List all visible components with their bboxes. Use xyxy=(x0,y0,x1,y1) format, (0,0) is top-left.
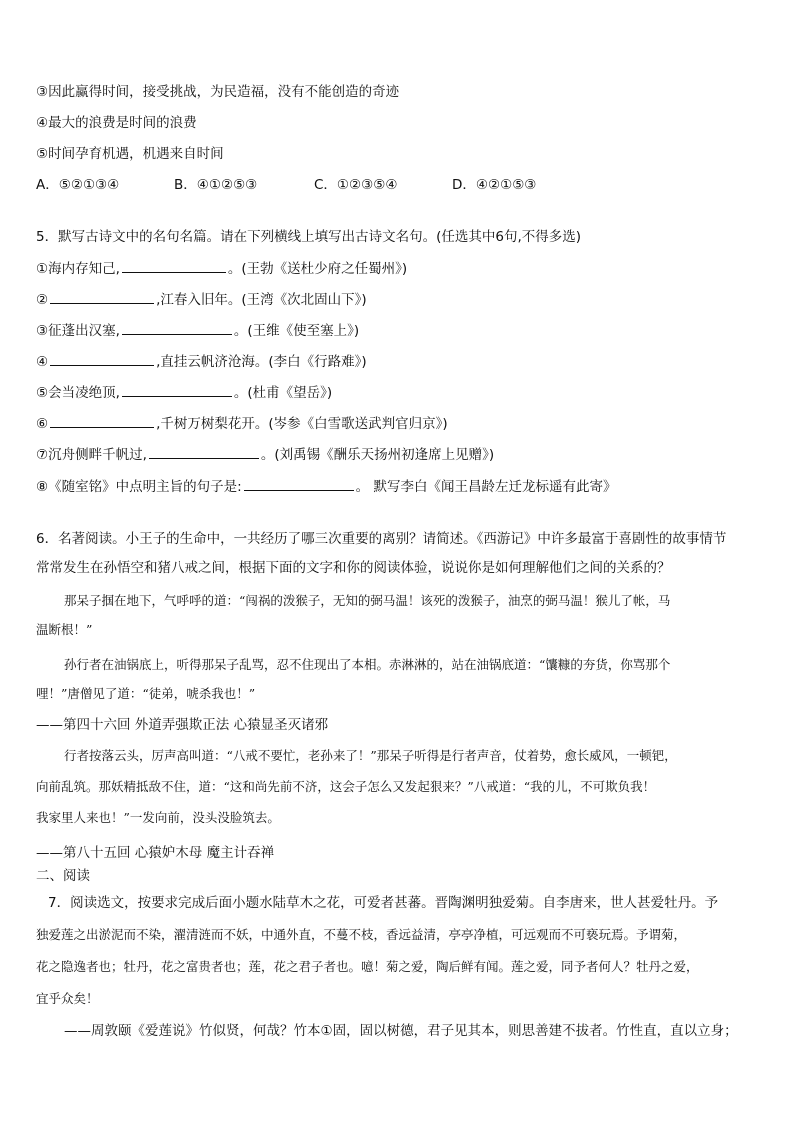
q5-line-2: ② ,江春入旧年。(王湾《次北固山下》) xyxy=(36,289,367,310)
q5-line-8: ⑧《随室铭》中点明主旨的句子是: 。 默写李白《闻王昌龄左迁龙标遥有此寄》 xyxy=(36,476,616,497)
q5-line-3: ③征蓬出汉塞, 。(王维《使至塞上》) xyxy=(36,320,359,341)
q7-line-1: 7．阅读选文，按要求完成后面小题水陆草木之花，可爱者甚蕃。晋陶渊明独爱菊。自李唐来，世人甚爱牡丹。予 xyxy=(48,895,719,911)
q7-line-5: ——周敦颐《爱莲说》竹似贤，何哉？竹本①固，固以树德，君子见其本，则思善建不拔者。竹性直，直以立身； xyxy=(64,1023,738,1039)
option-c: C．①②③⑤④ xyxy=(314,177,398,193)
q7-line-2: 独爱莲之出淤泥而不染，濯清涟而不妖，中通外直，不蔓不枝，香远益清，亭亭净植，可远观而不可亵玩焉。予谓菊， xyxy=(36,927,687,942)
answer-blank[interactable] xyxy=(149,444,259,459)
answer-blank[interactable] xyxy=(50,289,154,304)
q4-item-3: ③因此赢得时间，接受挑战，为民造福，没有不能创造的奇迹 xyxy=(36,84,400,100)
answer-blank[interactable] xyxy=(50,413,154,428)
q5-title: 5．默写古诗文中的名句名篇。请在下列横线上填写出古诗文名句。(任选其中6句,不得多选) xyxy=(36,229,582,245)
answer-blank[interactable] xyxy=(122,382,232,397)
answer-blank[interactable] xyxy=(244,476,354,491)
section-heading: 二、阅读 xyxy=(36,868,90,884)
q6-citation-1: ——第四十六回 外道弄强欺正法 心猿显圣灭诸邪 xyxy=(36,717,329,733)
q6-passage-1b: 温断根！” xyxy=(36,622,93,637)
q6-title-2: 常常发生在孙悟空和猪八戒之间，根据下面的文字和你的阅读体验，说说你是如何理解他们之间的关系的？ xyxy=(36,560,671,576)
answer-blank[interactable] xyxy=(50,351,154,366)
q4-item-5: ⑤时间孕育机遇，机遇来自时间 xyxy=(36,146,224,162)
q5-line-4: ④ ,直挂云帆济沧海。(李白《行路难》) xyxy=(36,351,367,372)
q6-passage-3a: 行者按落云头，厉声高叫道：“八戒不要忙，老孙来了！”那呆子听得是行者声音，仗着势，愈长威风，一顿钯， xyxy=(64,748,677,763)
q6-passage-2a: 孙行者在油锅底上，听得那呆子乱骂，忍不住现出了本相。赤淋淋的，站在油锅底道：“馕糠的夯货，你骂那个 xyxy=(64,657,671,672)
answer-blank[interactable] xyxy=(122,320,232,335)
answer-blank[interactable] xyxy=(122,258,226,273)
q5-line-7: ⑦沉舟侧畔千帆过, 。(刘禹锡《酬乐天扬州初逢席上见赠》) xyxy=(36,444,494,465)
q6-passage-3c: 我家里人来也！”一发向前，没头没脸筑去。 xyxy=(36,810,280,825)
q6-title-1: 6．名著阅读。小王子的生命中，一共经历了哪三次重要的离别？请简述。《西游记》中许多最富于喜剧性的故事情节 xyxy=(36,531,727,547)
q6-passage-1a: 那呆子掴在地下，气呼呼的道：“闯祸的泼猴子，无知的弼马温！该死的泼猴子，油烹的弼马温！猴儿了帐，马 xyxy=(64,593,671,608)
q6-passage-2b: 哩！”唐僧见了道：“徒弟，唬杀我也！” xyxy=(36,686,256,701)
q7-line-4: 宜乎众矣！ xyxy=(36,991,99,1006)
q5-line-1: ①海内存知己, 。(王勃《送杜少府之任蜀州》) xyxy=(36,258,407,279)
option-b: B．④①②⑤③ xyxy=(174,177,258,193)
q6-passage-3b: 向前乱筑。那妖精抵敌不住，道：“这和尚先前不济，这会子怎么又发起狠来？”八戒道：“我的儿，不可欺负我！ xyxy=(36,779,656,794)
q6-citation-2: ——第八十五回 心猿妒木母 魔主计吞禅 xyxy=(36,845,275,861)
option-d: D．④②①⑤③ xyxy=(452,177,537,193)
q7-line-3: 花之隐逸者也；牡丹，花之富贵者也；莲，花之君子者也。噫！菊之爱，陶后鲜有闻。莲之爱，同予者何人？牡丹之爱， xyxy=(36,959,699,974)
option-a: A．⑤②①③④ xyxy=(36,177,120,193)
q5-line-6: ⑥ ,千树万树梨花开。(岑参《白雪歌送武判官归京》) xyxy=(36,413,448,434)
q5-line-5: ⑤会当凌绝顶, 。(杜甫《望岳》) xyxy=(36,382,332,403)
q4-item-4: ④最大的浪费是时间的浪费 xyxy=(36,115,197,131)
